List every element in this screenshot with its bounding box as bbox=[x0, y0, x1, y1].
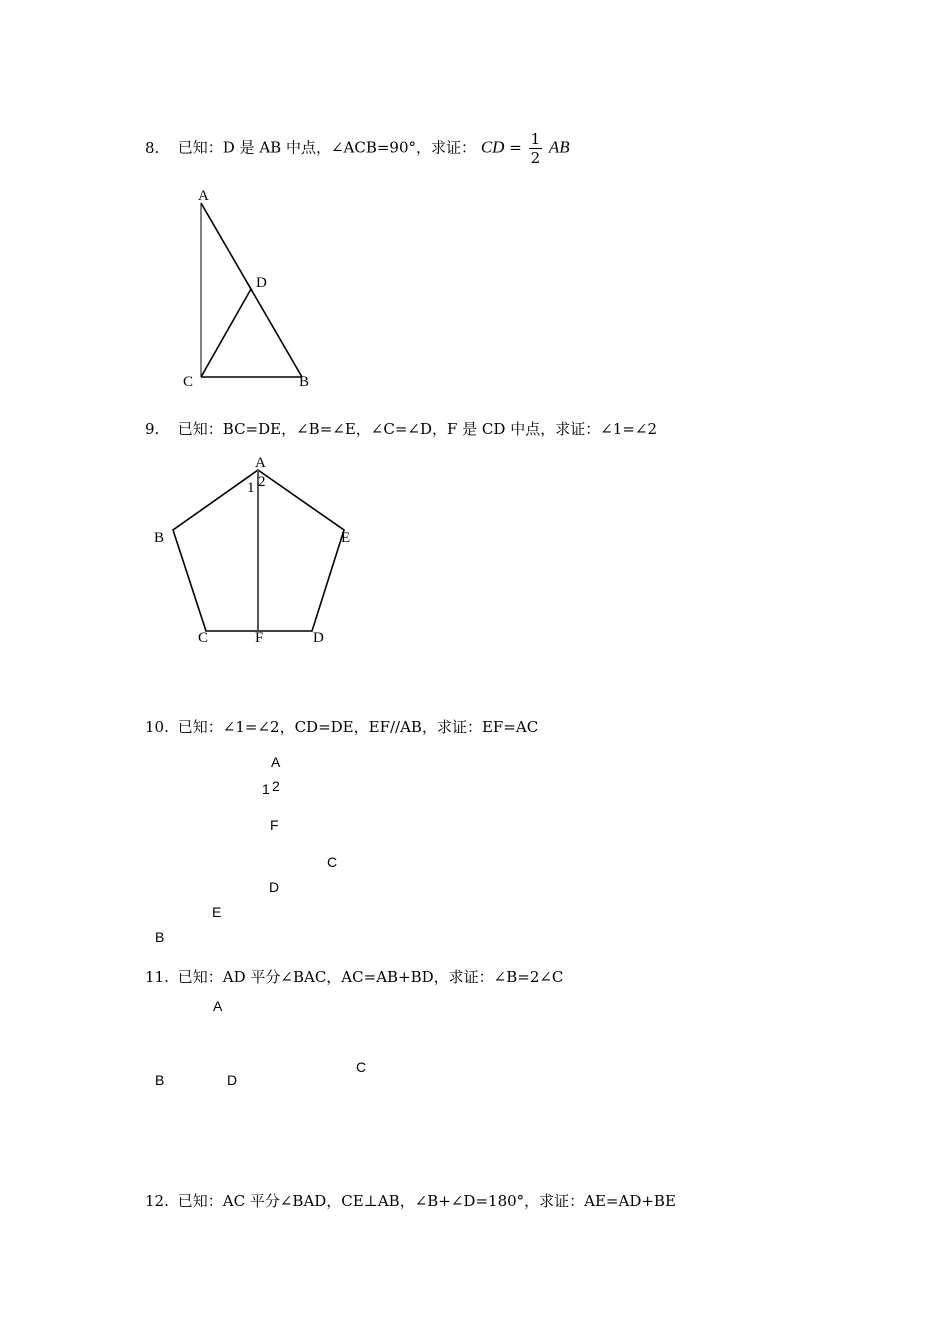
q8-label-d: D bbox=[256, 275, 267, 291]
question-11 bbox=[145, 966, 563, 987]
q8-label-b: B bbox=[299, 374, 310, 390]
question-number: 8. bbox=[145, 138, 160, 157]
question-text: 已知：∠1=∠2，CD=DE，EF//AB，求证：EF=AC bbox=[177, 718, 539, 736]
q9-label-c: C bbox=[198, 630, 209, 646]
q9-label-e: E bbox=[341, 530, 351, 546]
question-number: 10. bbox=[145, 718, 169, 736]
q11-label-c: C bbox=[356, 1059, 367, 1075]
formula-eq: = bbox=[509, 138, 522, 157]
question-12 bbox=[145, 1190, 676, 1211]
question-number: 11. bbox=[145, 968, 169, 986]
q11-label-d: D bbox=[227, 1072, 238, 1088]
question-text: 已知：BC=DE，∠B=∠E，∠C=∠D，F 是 CD 中点，求证：∠1=∠2 bbox=[177, 420, 657, 438]
q10-label-c: C bbox=[327, 854, 338, 870]
question-text: 已知：D 是 AB 中点，∠ACB=90°，求证： bbox=[177, 138, 477, 157]
formula-cd: CD bbox=[480, 137, 505, 157]
q10-label-e: E bbox=[212, 904, 222, 920]
q10-label-d: D bbox=[269, 879, 280, 895]
q9-label-2: 2 bbox=[258, 474, 266, 490]
question-text: 已知：AC 平分∠BAD，CE⊥AB，∠B+∠D=180°，求证：AE=AD+BE bbox=[177, 1192, 676, 1210]
formula-ab: AB bbox=[548, 137, 570, 157]
q11-label-a: A bbox=[213, 998, 223, 1014]
question-10 bbox=[145, 716, 538, 737]
fraction-denominator: 2 bbox=[530, 149, 541, 167]
q9-label-f: F bbox=[255, 630, 264, 646]
q11-label-b: B bbox=[155, 1072, 165, 1088]
q10-label-a: A bbox=[271, 754, 281, 770]
q9-label-a: A bbox=[255, 455, 266, 471]
q10-label-2: 2 bbox=[272, 778, 280, 794]
question-text: 已知：AD 平分∠BAC，AC=AB+BD，求证：∠B=2∠C bbox=[177, 968, 564, 986]
q10-label-f: F bbox=[270, 817, 279, 833]
segment-cd bbox=[201, 289, 251, 377]
question-9 bbox=[145, 418, 657, 439]
question-number: 12. bbox=[145, 1192, 169, 1210]
q9-label-b: B bbox=[154, 530, 165, 546]
q8-label-a: A bbox=[198, 188, 209, 204]
q10-label-b: B bbox=[155, 929, 165, 945]
q9-label-1: 1 bbox=[247, 480, 255, 496]
q9-label-d: D bbox=[313, 630, 324, 646]
q10-label-1: 1 bbox=[262, 781, 270, 797]
question-number: 9. bbox=[145, 420, 160, 438]
fraction-numerator: 1 bbox=[530, 130, 541, 148]
q8-label-c: C bbox=[183, 374, 194, 390]
